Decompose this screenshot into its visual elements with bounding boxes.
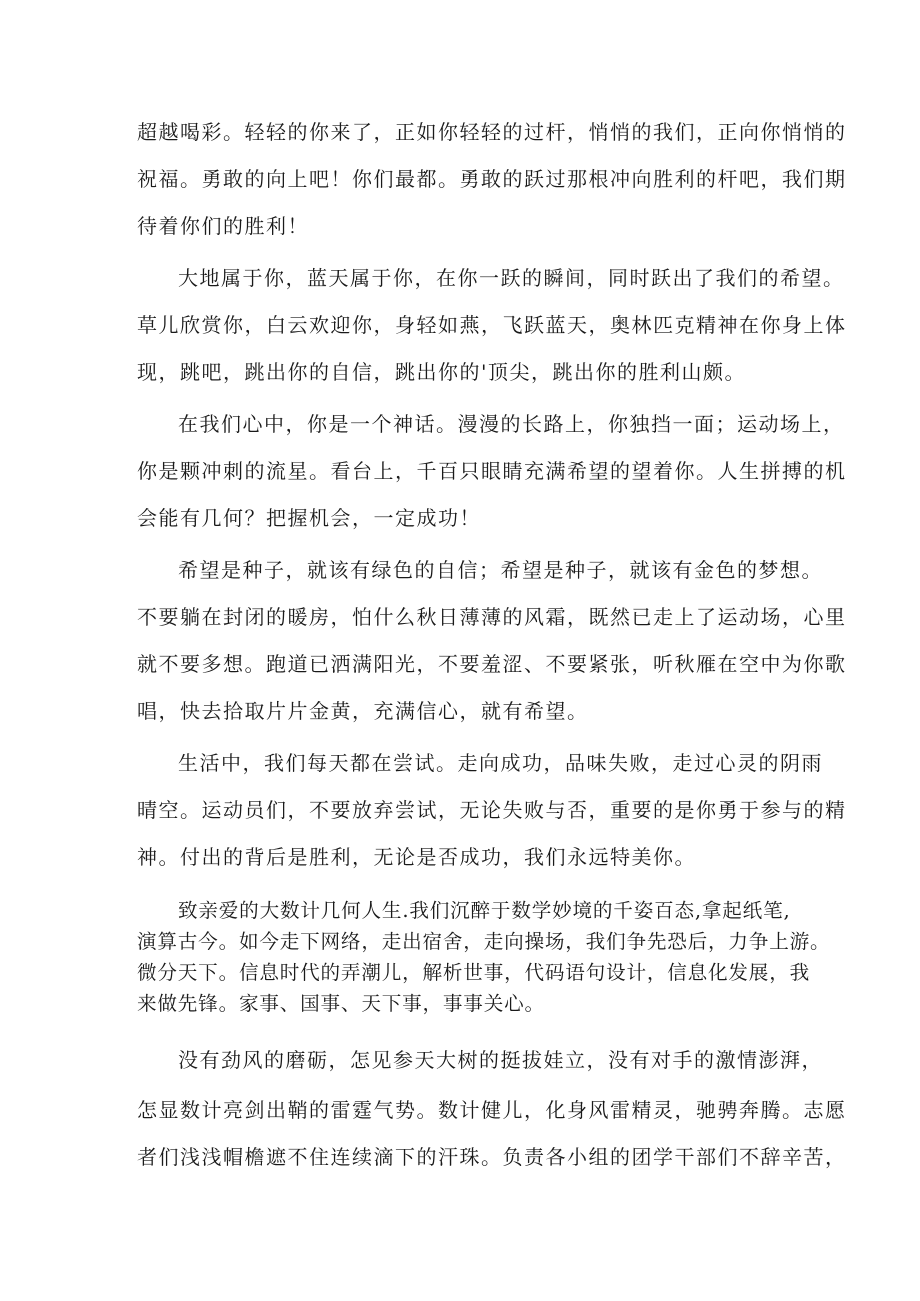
text-line: 大地属于你，蓝天属于你，在你一跃的瞬间，同时跃出了我们的希望。 [178, 266, 845, 290]
text-line: 者们浅浅帽檐遮不住连续滴下的汗珠。负责各小组的团学干部们不辞辛苦， [137, 1145, 847, 1169]
text-line: 没有劲风的磨砺，怎见参天大树的挺拔娃立，没有对手的激情澎湃， [178, 1048, 823, 1072]
text-line: 在我们心中，你是一个神话。漫漫的长路上，你独挡一面；运动场上， [178, 412, 845, 436]
text-line: 微分天下。信息时代的弄潮儿，解析世事，代码语句设计，信息化发展，我 [137, 961, 810, 984]
text-line: 晴空。运动员们，不要放弃尝试，无论失败与否，重要的是你勇于参与的精 [137, 798, 847, 822]
text-line: 待着你们的胜利！ [137, 214, 309, 238]
text-line: 唱，快去拾取片片金黄，充满信心，就有希望。 [137, 699, 589, 723]
text-line: 来做先锋。家事、国事、天下事，事事关心。 [137, 992, 545, 1015]
text-line: 超越喝彩。轻轻的你来了，正如你轻轻的过杆，悄悄的我们，正向你悄悄的 [137, 120, 847, 144]
text-line: 就不要多想。跑道已洒满阳光，不要羞涩、不要紧张，听秋雁在空中为你歌 [137, 652, 847, 676]
text-line: 会能有几何？把握机会，一定成功！ [137, 506, 481, 530]
text-line: 神。付出的背后是胜利，无论是否成功，我们永远特美你。 [137, 845, 696, 869]
text-line: 不要躺在封闭的暖房，怕什么秋日薄薄的风霜，既然已走上了运动场，心里 [137, 605, 847, 629]
text-line: 致亲爱的大数计几何人生.我们沉醉于数学妙境的千姿百态,拿起纸笔, [178, 899, 791, 922]
text-line: 现，跳吧，跳出你的自信，跳出你的'顶尖，跳出你的胜利山颇。 [137, 360, 746, 384]
text-line: 怎显数计亮剑出鞘的雷霆气势。数计健儿，化身风雷精灵，驰骋奔腾。志愿 [137, 1098, 847, 1122]
text-line: 草儿欣赏你，白云欢迎你，身轻如燕，飞跃蓝天，奥林匹克精神在你身上体 [137, 313, 847, 337]
text-line: 生活中，我们每天都在尝试。走向成功，品味失败，走过心灵的阴雨 [178, 751, 823, 775]
text-line: 祝福。勇敢的向上吧！你们最都。勇敢的跃过那根冲向胜利的杆吧，我们期 [137, 167, 847, 191]
text-line: 演算古今。如今走下网络，走出宿舍，走向操场，我们争先恐后，力争上游。 [137, 930, 831, 953]
text-line: 你是颗冲刺的流星。看台上，千百只眼睛充满希望的望着你。人生拼搏的机 [137, 459, 847, 483]
text-line: 希望是种子，就该有绿色的自信；希望是种子，就该有金色的梦想。 [178, 558, 823, 582]
